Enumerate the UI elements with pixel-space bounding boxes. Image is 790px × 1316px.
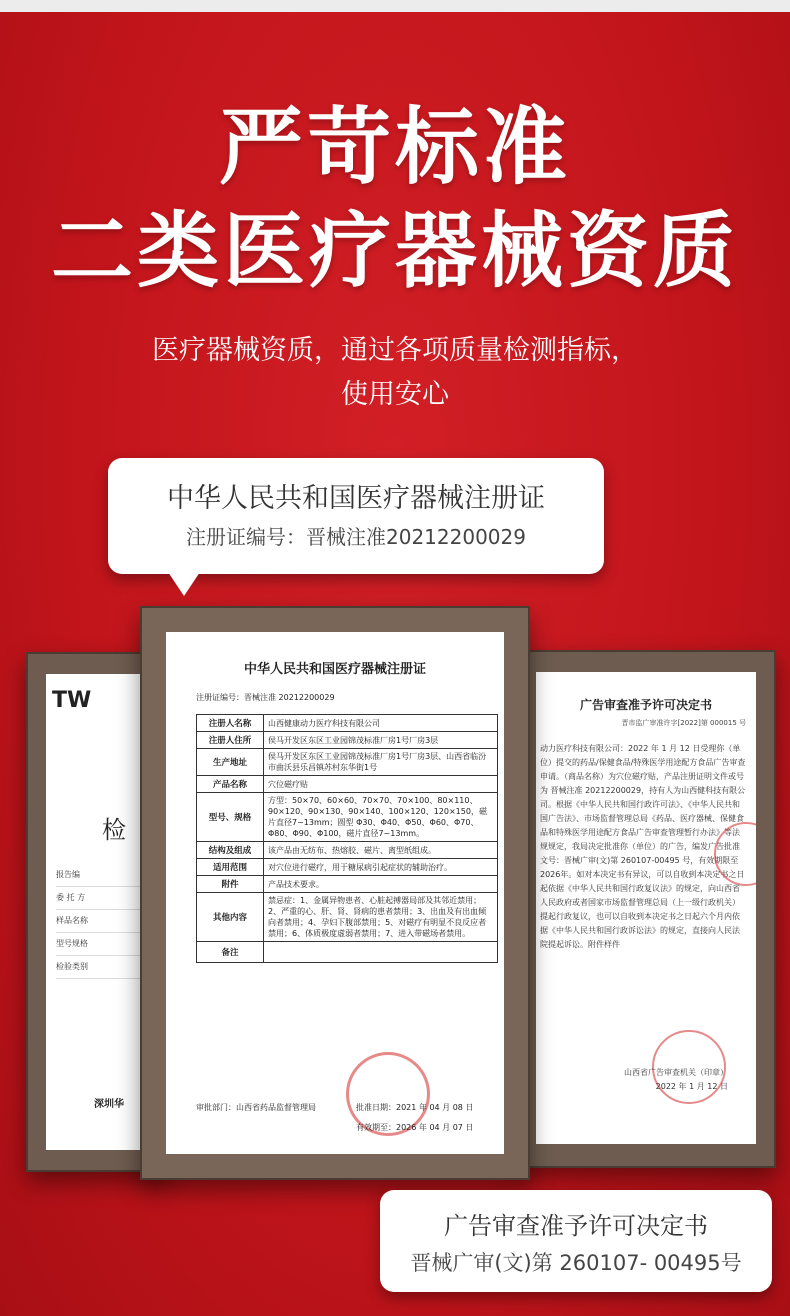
- table-value: 穴位磁疗贴: [264, 776, 498, 793]
- table-key: 注册人名称: [197, 715, 264, 732]
- table-value: 方型：50×70、60×60、70×70、70×100、80×110、90×120、90×130、90×140、100×120、120×150，磁片直径7~13mm；圆型 Φ30、Φ40、Φ50、Φ60、Φ70、Φ80、Φ90、Φ100，磁片直径7~13mm。: [264, 793, 498, 842]
- table-key: 型号、规格: [197, 793, 264, 842]
- headline-line2: 二类医疗器械资质: [50, 204, 739, 299]
- left-doc-row: 型号规格: [56, 933, 164, 956]
- right-certificate-paper: [536, 672, 756, 1144]
- table-value: 侯马开发区东区工业园锦茂标准厂房1号厂房3层: [264, 732, 498, 749]
- left-doc-row: 样品名称: [56, 910, 164, 933]
- ad-approval-callout: [380, 1190, 772, 1292]
- table-value: 产品技术要求。: [264, 876, 498, 893]
- registration-table: [196, 714, 498, 963]
- left-doc-row: 检验类别: [56, 956, 164, 979]
- headline-line1: 严苛标准: [218, 98, 571, 196]
- right-doc-title: 广告审查准予许可决定书: [579, 698, 712, 712]
- table-value: 对穴位进行磁疗，用于糖尿病引起症状的辅助治疗。: [264, 859, 498, 876]
- table-key: 产品名称: [197, 776, 264, 793]
- left-doc-footer: 深圳华: [94, 1099, 124, 1110]
- valid-until: 有效期至：2026 年 04 月 07 日: [356, 1123, 474, 1132]
- table-key: 备注: [197, 942, 264, 963]
- right-doc-number: 晋市监广审准许字[2022]第 000015 号: [621, 719, 746, 727]
- table-value: [264, 942, 498, 963]
- table-row: [197, 715, 498, 732]
- right-doc-signature: [624, 1066, 728, 1094]
- center-doc-title: 中华人民共和国医疗器械注册证: [243, 662, 426, 677]
- center-certificate-frame: [140, 606, 530, 1180]
- table-value: 禁忌症：1、金属异物患者、心脏起搏器局部及其邻近禁用；2、严重的心、肝、肾、肾病的患者禁用；3、出血及有出血倾向者禁用；4、孕妇下腹部禁用；5、对磁疗有明显不良反应者禁用；6、体质极度虚弱者禁用；7、进入带磁场者禁用。: [264, 893, 498, 942]
- table-row: [197, 793, 498, 842]
- callout-title: 广告审查准予许可决定书: [444, 1212, 708, 1240]
- table-row: [197, 876, 498, 893]
- table-key: 附件: [197, 876, 264, 893]
- table-row: [197, 776, 498, 793]
- left-doc-title: 检: [102, 816, 126, 844]
- left-doc-row: 报告编: [56, 864, 164, 887]
- table-row: [197, 749, 498, 776]
- registration-callout: [108, 458, 604, 574]
- center-doc-number: 注册证编号：晋械注准 20212200029: [196, 693, 335, 702]
- table-row: [197, 732, 498, 749]
- table-value: 侯马开发区东区工业园锦茂标准厂房1号厂房3层、山西省临汾市曲沃县乐昌镇苏村东华街1号: [264, 749, 498, 776]
- table-key: 生产地址: [197, 749, 264, 776]
- top-strip: [0, 0, 790, 12]
- callout-tail: [168, 572, 200, 596]
- callout-title: 中华人民共和国医疗器械注册证: [167, 483, 545, 514]
- lab-logo: TW: [52, 688, 92, 713]
- approver: 审批部门：山西省药品监督管理局: [196, 1103, 316, 1112]
- table-key: 结构及组成: [197, 842, 264, 859]
- table-value: 山西健康动力医疗科技有限公司: [264, 715, 498, 732]
- center-certificate-paper: [166, 632, 504, 1154]
- right-doc-signer: 山西省广告审查机关（印章）: [624, 1068, 728, 1077]
- right-doc-body: 动力医疗科技有限公司：2022 年 1 月 12 日受理你（单位）提交的药品/保健食品/特殊医学用途配方食品广告审查申请。（商品名称）为穴位磁疗贴，产品注册证明文件或号为 晋械注准 20212200029，持有人为山西健科技有限公司。根据《中华人民共和国行政许可法》、《中华人民共和国广告法》、市场监督管理总局《药品、医疗器械、保健食品和特殊医学用途配方食品广告审查管理暂行办法》等法规规定，我局决定批准你（单位）的广告，编发广告批准文号：晋械广审(文)第 260107-00495 号，有效期限至 2026年。如对本决定书有异议，可以自收到本决定书之日起依据《中华人民共和国行政复议法》的规定，向山西省人民政府或者国家市场监督管理总局（上一级行政机关）提起行政复议，也可以自收到本决定书之日起六个月内依据《中华人民共和国行政诉讼法》的规定，直接向人民法院提起诉讼。附件样件: [540, 744, 746, 949]
- callout-number: 注册证编号：晋械注准20212200029: [186, 525, 526, 549]
- subtitle-line2: 使用安心: [341, 379, 449, 410]
- table-key: 注册人住所: [197, 732, 264, 749]
- approve-date: 批准日期：2021 年 04 月 08 日: [356, 1103, 474, 1112]
- right-doc-date: 2022 年 1 月 12 日: [655, 1082, 728, 1091]
- table-key: 适用范围: [197, 859, 264, 876]
- table-key: 其他内容: [197, 893, 264, 942]
- table-row: [197, 942, 498, 963]
- subtitle-line1: 医疗器械资质，通过各项质量检测指标，: [152, 335, 638, 366]
- callout-number: 晋械广审(文)第 260107- 00495号: [410, 1251, 742, 1275]
- table-row: [197, 842, 498, 859]
- table-row: [197, 893, 498, 942]
- right-certificate-frame: [516, 650, 776, 1168]
- table-row: [197, 859, 498, 876]
- left-doc-row: 委 托 方: [56, 887, 164, 910]
- table-value: 该产品由无纺布、热熔胶、磁片、离型纸组成。: [264, 842, 498, 859]
